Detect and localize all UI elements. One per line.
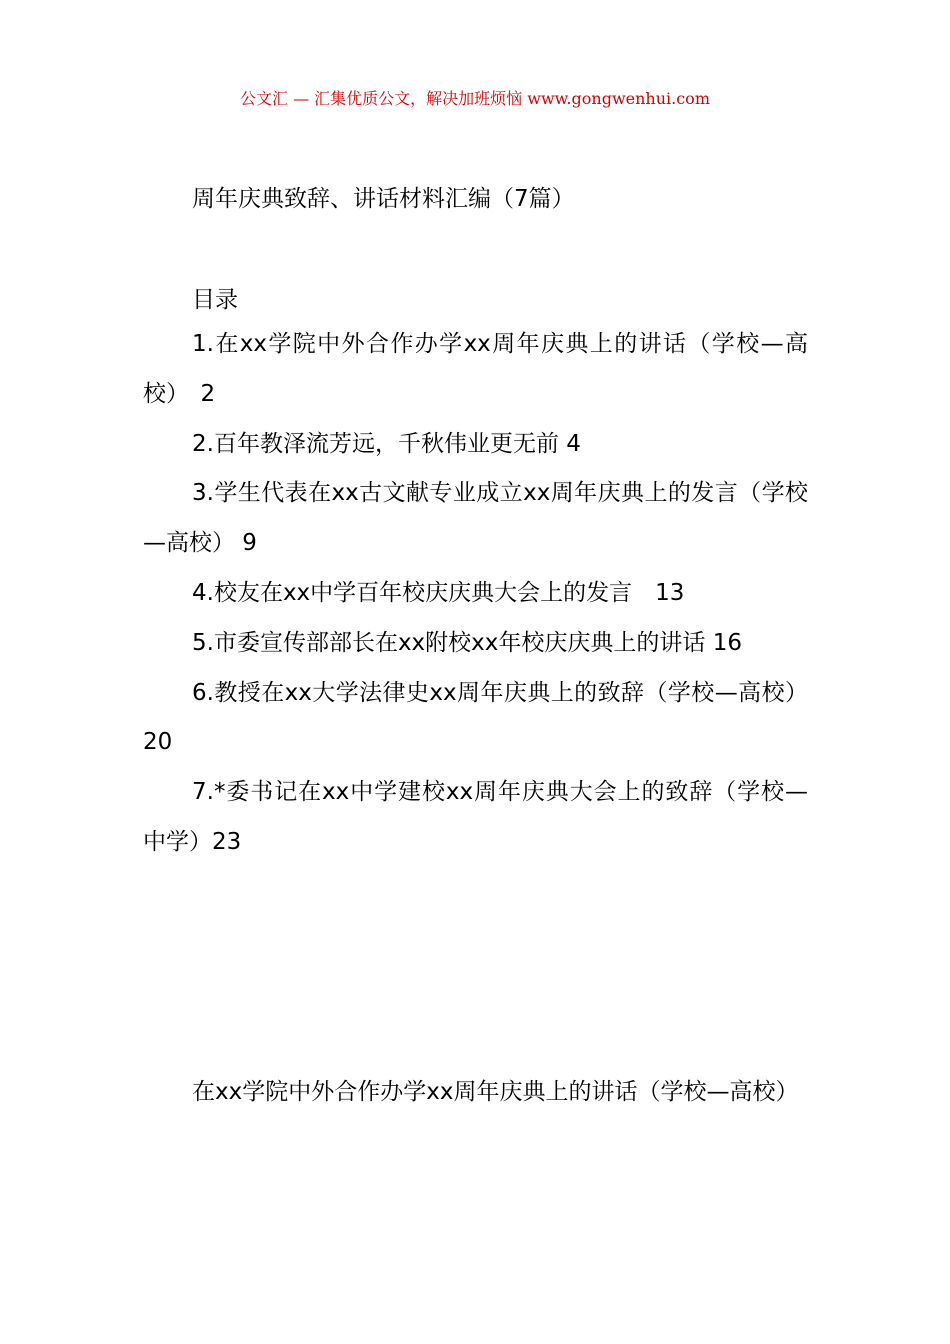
toc-item-5: 5.市委宣传部部长在xx附校xx年校庆庆典上的讲话 16 bbox=[192, 629, 742, 656]
document-title: 周年庆典致辞、讲话材料汇编（7篇） bbox=[192, 186, 575, 212]
table-of-contents bbox=[143, 320, 808, 868]
toc-item-7: 7.*委书记在xx中学建校xx周年庆典大会上的致辞（学校—中学）23 bbox=[143, 779, 808, 855]
toc-item-2: 2.百年教泽流芳远，千秋伟业更无前 4 bbox=[192, 430, 581, 457]
site-banner: 公文汇 — 汇集优质公文，解决加班烦恼 www.gongwenhui.com bbox=[239, 89, 710, 108]
toc-item-3: 3.学生代表在xx古文献专业成立xx周年庆典上的发言（学校—高校） 9 bbox=[143, 480, 808, 557]
toc-item-6: 6.教授在xx大学法律史xx周年庆典上的致辞（学校—高校） 20 bbox=[143, 679, 808, 756]
toc-heading: 目录 bbox=[192, 287, 238, 313]
toc-item-1: 1.在xx学院中外合作办学xx周年庆典上的讲话（学校—高校） 2 bbox=[143, 331, 808, 407]
toc-item-4: 4.校友在xx中学百年校庆庆典大会上的发言 13 bbox=[192, 579, 685, 606]
section-heading: 在xx学院中外合作办学xx周年庆典上的讲话（学校—高校） bbox=[192, 1079, 799, 1105]
